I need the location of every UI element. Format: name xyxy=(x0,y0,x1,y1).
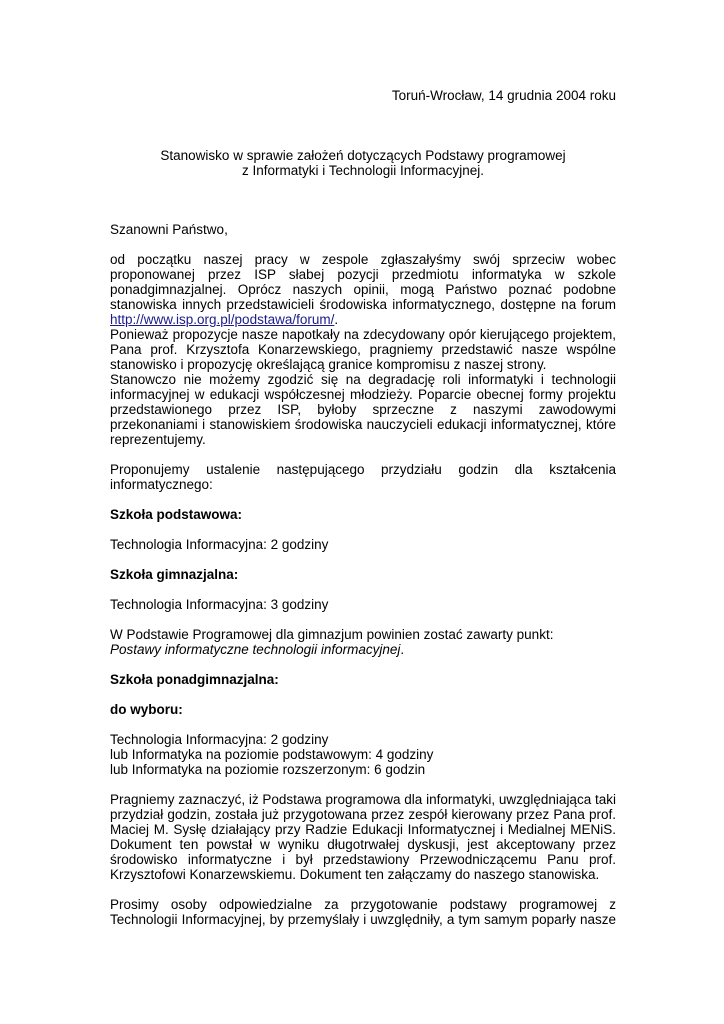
para1-line: Pana prof. Krzysztofa Konarzewskiego, pragniemy przedstawić nasze wspólne xyxy=(110,342,616,357)
para1-line: Stanowczo nie możemy zgodzić się na degradację roli informatyki i technologii xyxy=(110,372,616,387)
para1-line: przedstawionego przez ISP, byłoby sprzeczne z naszymi zawodowymi xyxy=(110,402,616,417)
para1-link-line xyxy=(110,312,616,327)
gymnasium-item: Technologia Informacyjna: 3 godziny xyxy=(110,597,329,612)
para2-line: informatycznego: xyxy=(110,477,213,492)
title-line-1: Stanowisko w sprawie założeń dotyczących Podstawy programowej xyxy=(160,148,566,163)
para1-line: przekonaniami i stanowiskiem środowiska nauczycieli edukacji informatycznej, które xyxy=(110,417,616,432)
para3-line: Dokument ten powstał w wyniku długotrwałej dyskusji, jest akceptowany przez xyxy=(110,837,616,852)
secondary-item: lub Informatyka na poziomie podstawowym: 4 godziny xyxy=(110,747,434,762)
forum-link[interactable]: http://www.isp.org.pl/podstawa/forum/ xyxy=(110,312,335,327)
primary-item: Technologia Informacyjna: 2 godziny xyxy=(110,537,329,552)
para1-line: Ponieważ propozycje nasze napotkały na zdecydowany opór kierującego projektem, xyxy=(110,327,616,342)
para1-line: stanowisko i propozycję określającą granice kompromisu z naszej strony. xyxy=(110,357,547,372)
para3-line: Pragniemy zaznaczyć, iż Podstawa programowa dla informatyki, uwzględniająca taki xyxy=(110,792,616,807)
title-line-2: z Informatyki i Technologii Informacyjnej. xyxy=(241,163,485,178)
para1-line: proponowanej przez ISP słabej pozycji przedmiotu informatyka w szkole xyxy=(110,267,616,282)
link-suffix: . xyxy=(334,312,339,327)
para3-line: Krzysztofowi Konarzewskiemu. Dokument ten załączamy do naszego stanowiska. xyxy=(110,867,600,882)
para1-line: informacyjnej w edukacji współczesnej młodzieży. Poparcie obecnej formy projektu xyxy=(110,387,616,402)
para3-line: środowisko informatyczne i był przedstawiony Przewodniczącemu Panu prof. xyxy=(110,852,616,867)
para3-line: przydział godzin, została już przygotowana przez zespół kierowany przez Pana prof. xyxy=(110,807,616,822)
para1-line: stanowiska innych przedstawicieli środowiska informatycznego, dostępne na forum xyxy=(110,297,616,312)
primary-heading: Szkoła podstawowa: xyxy=(110,507,243,522)
para4-line: Prosimy osoby odpowiedzialne za przygotowanie podstawy programowej z xyxy=(110,897,616,912)
secondary-subheading: do wyboru: xyxy=(110,702,183,717)
gymnasium-note: W Podstawie Programowej dla gimnazjum powinien zostać zawarty punkt: xyxy=(110,627,554,642)
place-date: Toruń-Wrocław, 14 grudnia 2004 roku xyxy=(391,88,616,103)
gymnasium-note-italic-line xyxy=(110,642,616,657)
para1-line: od początku naszej pracy w zespole zgłaszałyśmy swój sprzeciw wobec xyxy=(110,252,616,267)
salutation: Szanowni Państwo, xyxy=(110,222,228,237)
gymnasium-note-italic: Postawy informatyczne technologii informacyjnej xyxy=(110,642,401,657)
secondary-item: lub Informatyka na poziomie rozszerzonym: 6 godzin xyxy=(110,762,426,777)
para4-line: Technologii Informacyjnej, by przemyślały i uwzględniły, a tym samym poparły nasze xyxy=(110,912,616,927)
para2-line: Proponujemy ustalenie następującego przydziału godzin dla kształcenia xyxy=(110,462,616,477)
gymnasium-note-suffix: . xyxy=(400,642,405,657)
gymnasium-heading: Szkoła gimnazjalna: xyxy=(110,567,239,582)
para1-line: reprezentujemy. xyxy=(110,432,206,447)
secondary-item: Technologia Informacyjna: 2 godziny xyxy=(110,732,329,747)
para1-line: ponadgimnazjalnej. Oprócz naszych opinii, mogą Państwo poznać podobne xyxy=(110,282,616,297)
para3-line: Maciej M. Sysłę działający przy Radzie Edukacji Informatycznej i Medialnej MENiS. xyxy=(110,822,616,837)
secondary-heading: Szkoła ponadgimnazjalna: xyxy=(110,672,279,687)
